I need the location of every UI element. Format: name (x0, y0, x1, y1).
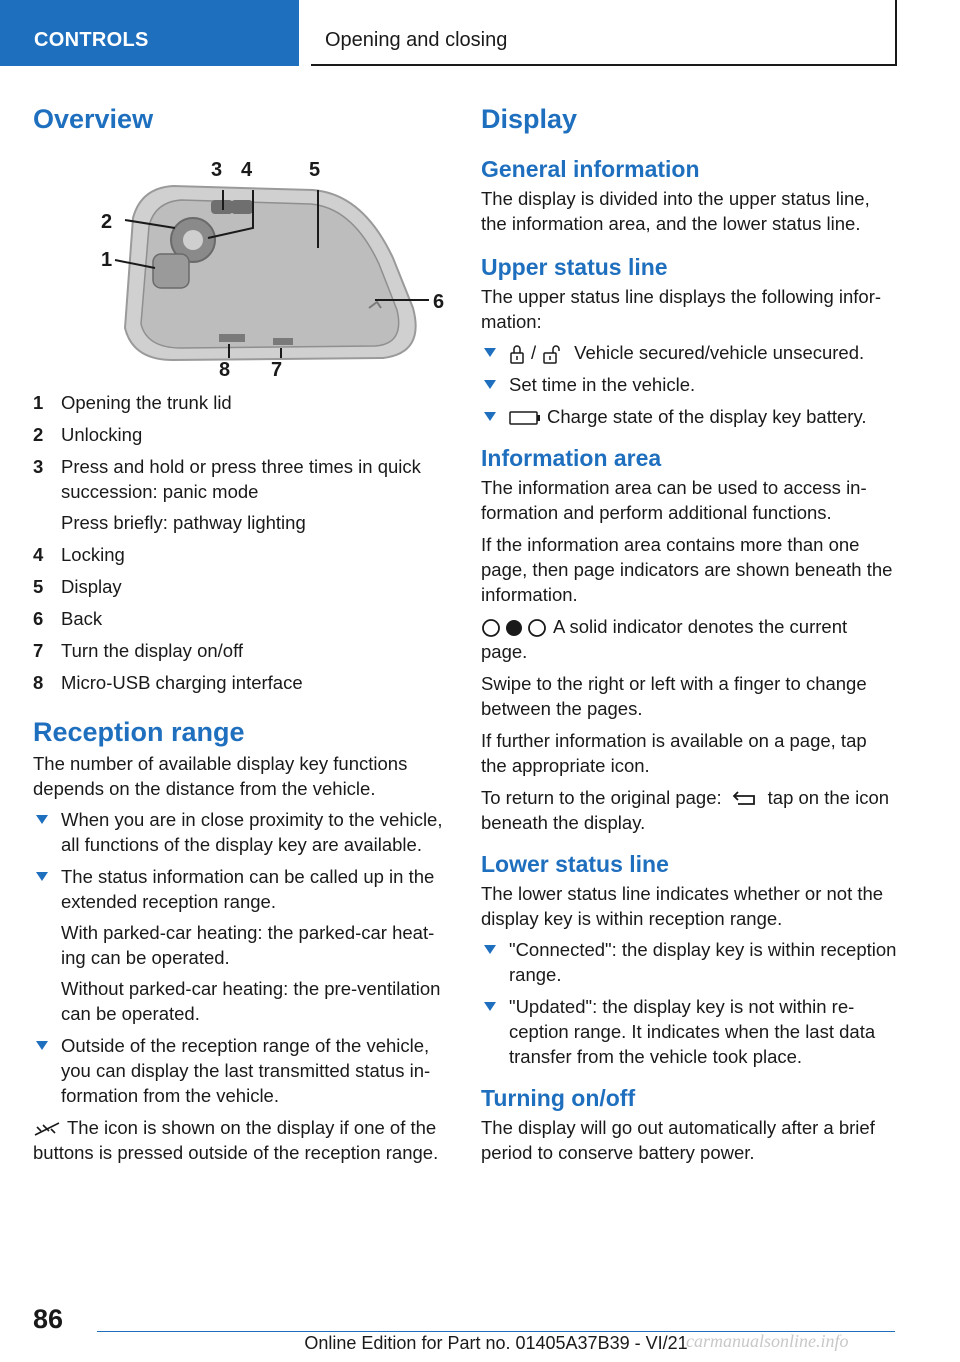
legend-number: 7 (33, 640, 44, 661)
edition-text: Online Edition for Part no. 01405A37B39 - VI/21 (304, 1333, 688, 1353)
list-item (481, 937, 897, 987)
legend-number: 4 (33, 544, 44, 565)
legend-number: 6 (33, 608, 44, 629)
page-indicator-note (481, 614, 897, 664)
legend-number: 2 (33, 424, 44, 445)
callout-6: 6 (433, 291, 445, 313)
list-item (481, 372, 897, 397)
return-note (481, 785, 897, 835)
reception-heading: Reception range (33, 717, 245, 747)
bullet-text: Charge state of the display key battery. (547, 406, 867, 427)
display-key-figure (33, 148, 449, 380)
legend-item (33, 606, 449, 631)
section-tab (0, 0, 299, 66)
no-signal-icon (33, 1121, 61, 1137)
reception-intro: The number of available display key functions depends on the distance from the vehicle. (33, 753, 408, 799)
bullet-text: Vehicle secured/vehicle unsecured. (574, 342, 865, 363)
page-number: 86 (33, 1304, 64, 1334)
bullet-triangle-icon (36, 1041, 48, 1050)
turning-heading: Turning on/off (481, 1085, 636, 1111)
bullet-text: Set time in the vehicle. (509, 374, 696, 395)
overview-heading: Overview (33, 104, 154, 134)
legend-text: Locking (61, 544, 125, 565)
list-item (33, 807, 449, 857)
icon-note-text: The icon is shown on the display if one of the buttons is pressed outside of the reception range. (33, 1117, 439, 1163)
chapter-label: Opening and closing (325, 29, 508, 51)
legend-subtext: Press briefly: pathway lighting (61, 512, 306, 533)
callout-7: 7 (271, 359, 283, 380)
callout-5: 5 (309, 159, 321, 181)
legend-text: Display (61, 576, 122, 597)
return-text-after: tap on the icon beneath the display. (481, 787, 890, 833)
bullet-triangle-icon (36, 872, 48, 881)
bullet-subtext: With parked-car heating: the parked-car heating can be operated. (61, 922, 435, 968)
legend-number: 5 (33, 576, 44, 597)
legend-item (33, 390, 449, 415)
right-column (481, 100, 897, 1165)
reception-bullets (33, 807, 449, 1108)
back-arrow-icon (732, 790, 758, 808)
callout-4: 4 (241, 159, 253, 181)
legend-number: 3 (33, 456, 44, 477)
info-area-text: If the information area contains more than one page, then page indicators are shown beneath the information. (481, 534, 893, 605)
legend-item (33, 638, 449, 663)
callout-3: 3 (211, 159, 223, 181)
overview-legend (33, 390, 449, 695)
lock-open-icon (542, 344, 568, 364)
callout-8: 8 (219, 359, 231, 380)
info-area-text: Swipe to the right or left with a finger to change between the pages. (481, 673, 867, 719)
legend-text: Press and hold or press three times in quick succession: panic mode (61, 456, 421, 502)
info-area-heading: Information area (481, 445, 662, 471)
lock-closed-icon (509, 344, 525, 364)
info-area-text: The information area can be used to access information and perform additional functions. (481, 477, 867, 523)
legend-item (33, 670, 449, 695)
info-area-text: If further information is available on a page, tap the appropriate icon. (481, 730, 867, 776)
display-key-illustration (63, 148, 453, 380)
section-label: CONTROLS (34, 29, 149, 51)
legend-number: 8 (33, 672, 44, 693)
bullet-text: Outside of the reception range of the vehicle, you can display the last transmitted status information from the vehicle. (61, 1035, 431, 1106)
reception-icon-note (33, 1115, 449, 1165)
bullet-triangle-icon (36, 815, 48, 824)
display-heading: Display (481, 104, 578, 134)
general-info-heading: General information (481, 156, 700, 182)
bullet-triangle-icon (484, 412, 496, 421)
battery-icon (509, 411, 541, 425)
legend-item (33, 454, 449, 535)
turning-text: The display will go out automatically after a brief period to conserve battery power. (481, 1117, 875, 1163)
legend-number: 1 (33, 392, 44, 413)
list-item (33, 864, 449, 1026)
bullet-triangle-icon (484, 348, 496, 357)
callout-1: 1 (101, 249, 113, 271)
lower-status-text: The lower status line indicates whether or not the display key is within reception range. (481, 883, 884, 929)
lower-status-bullets (481, 937, 897, 1069)
bullet-triangle-icon (484, 1002, 496, 1011)
lower-status-heading: Lower status line (481, 851, 669, 877)
bullet-triangle-icon (484, 945, 496, 954)
general-info-text: The display is divided into the upper status line, the information area, and the lower status line. (481, 188, 870, 234)
upper-status-heading: Upper status line (481, 254, 668, 280)
left-column (33, 100, 449, 1165)
page-indicators-icon (481, 618, 547, 638)
legend-text: Opening the trunk lid (61, 392, 232, 413)
list-item (33, 1033, 449, 1108)
legend-text: Turn the display on/off (61, 640, 244, 661)
legend-text: Unlocking (61, 424, 143, 445)
legend-item (33, 542, 449, 567)
bullet-text: "Connected": the display key is within reception range. (509, 939, 897, 985)
lock-separator: / (531, 342, 537, 363)
bullet-subtext: Without parked-car heating: the pre-ventilation can be operated. (61, 978, 441, 1024)
chapter-tab (311, 0, 897, 66)
upper-status-bullets (481, 340, 897, 429)
bullet-text: "Updated": the display key is not within reception range. It indicates when the last data transfer from the vehicle took place. (509, 996, 876, 1067)
watermark: carmanualsonline.info (686, 1331, 849, 1351)
legend-text: Back (61, 608, 103, 629)
indicator-text: A solid indicator denotes the current page. (481, 616, 848, 662)
legend-item (33, 574, 449, 599)
legend-item (33, 422, 449, 447)
list-item (481, 994, 897, 1069)
return-text-before: To return to the original page: (481, 787, 722, 808)
upper-status-text: The upper status line displays the following information: (481, 286, 882, 332)
bullet-text: The status information can be called up in the extended reception range. (61, 866, 435, 912)
legend-text: Micro-USB charging interface (61, 672, 303, 693)
callout-2: 2 (101, 211, 113, 233)
bullet-triangle-icon (484, 380, 496, 389)
list-item (481, 340, 897, 365)
list-item (481, 404, 897, 429)
bullet-text: When you are in close proximity to the vehicle, all functions of the display key are available. (61, 809, 443, 855)
